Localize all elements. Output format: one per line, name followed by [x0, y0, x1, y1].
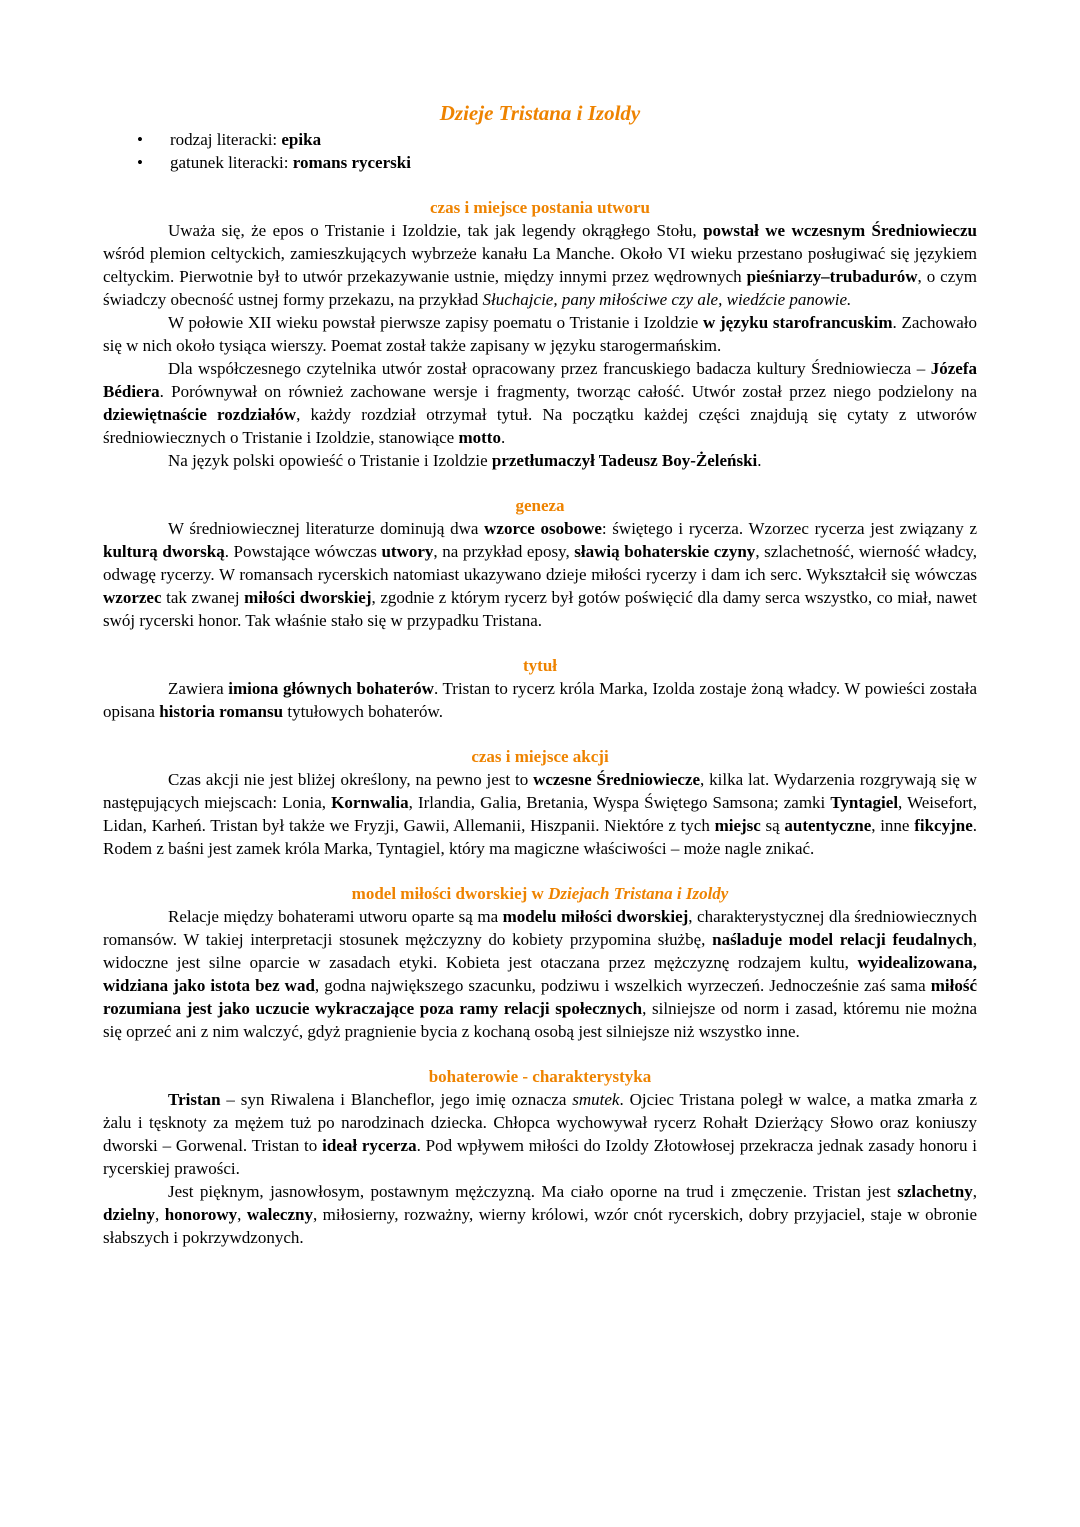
bold-text: naśladuje model relacji feudalnych [712, 930, 973, 949]
text-run: , charakterystycznej dla średniowiecznych romansów. W takiej interpretacji stosunek mężczyzny do kobiety przypomina służbę, [103, 907, 982, 949]
text-run: . [757, 451, 762, 470]
section [103, 654, 982, 723]
bullet-list [103, 128, 977, 174]
text-run: , [154, 1205, 165, 1224]
section-heading [103, 1065, 977, 1088]
text-run: , inne [871, 816, 915, 835]
section-heading [103, 882, 977, 905]
bold-text: fikcyjne [914, 816, 973, 835]
bold-text: autentyczne [784, 816, 872, 835]
bold-text: przetłumaczył Tadeusz Boy-Żeleński [491, 451, 758, 470]
section-heading [103, 745, 977, 768]
bold-text: miłość rozumiana jest jako uczucie wykraczające poza ramy relacji społecznych [103, 976, 982, 1018]
paragraph [103, 357, 982, 449]
bold-text: imiona głównych bohaterów [228, 679, 434, 698]
text-run: Zawiera [168, 679, 229, 698]
bullet-item [103, 128, 977, 151]
paragraph [103, 219, 982, 311]
bold-text: pieśniarzy–trubadurów [746, 267, 918, 286]
bold-text: epika [281, 130, 322, 149]
bold-text: kulturą dworską [103, 542, 225, 561]
bullet-text [170, 128, 321, 151]
italic-text: smutek [572, 1090, 620, 1109]
bullet-text [170, 151, 411, 174]
text-run: rodzaj literacki: [170, 130, 282, 149]
text-run: , [237, 1205, 247, 1224]
bold-text: waleczny [246, 1205, 313, 1224]
sections [103, 196, 982, 1249]
text-run: gatunek literacki: [170, 153, 293, 172]
text-run: Czas akcji nie jest bliżej określony, na pewno jest to [168, 770, 534, 789]
bullet-icon: • [137, 130, 143, 149]
text-run: : świętego i rycerza. Wzorzec rycerza jest związany z [601, 519, 982, 538]
text-run: . Rodem z baśni jest zamek króla Marka, Tyntagiel, który ma magiczne właściwości – może nagle znikać. [103, 816, 982, 858]
text-run: . Zachowało się w nich około tysiąca wierszy. Poemat został także zapisany w języku starogermańskim. [103, 313, 982, 355]
text-run: . Pod wpływem miłości do Izoldy Złotowłosej przekracza jednak zasady honoru i rycerskiej prawości. [103, 1136, 982, 1178]
paragraph [103, 517, 982, 632]
text-run: są [760, 816, 785, 835]
text-run: . [500, 428, 506, 447]
bold-text: motto [458, 428, 501, 447]
text-run: . Ojciec Tristana poległ w walce, a matka zmarła z żalu i tęsknoty za mężem tuż po narodzinach dziecka. Chłopca wychowywał rycerz Rohałt Dzierżący Słowo oraz koniuszy dworski – Gorwenal. Tristan to [103, 1090, 982, 1155]
bold-text: miejsc [714, 816, 761, 835]
text-run: , widoczne jest silne oparcie w zasadach etyki. Kobieta jest otaczana przez mężczyznę rodzajem kultu, [103, 930, 982, 972]
bullet-icon: • [137, 153, 143, 172]
paragraph [103, 449, 977, 472]
bold-text: utwory [381, 542, 434, 561]
text-run: bohaterowie - charakterystyka [428, 1067, 652, 1086]
bullet-item [103, 151, 977, 174]
section-heading [103, 494, 977, 517]
bold-text: dzielny [103, 1205, 155, 1224]
section-heading [103, 196, 977, 219]
paragraph [103, 1180, 982, 1249]
text-run: Dla współczesnego czytelnika utwór został opracowany przez francuskiego badacza kultury Średniowiecza – [168, 359, 931, 378]
text-run: , o czym świadczy obecność ustnej formy przekazu, na przykład [103, 267, 982, 309]
text-run: , Irlandia, Galia, Bretania, Wyspa Świętego Samsona; zamki [408, 793, 831, 812]
text-run: tytułowych bohaterów. [283, 702, 443, 721]
paragraph [103, 1088, 982, 1180]
text-run: wśród plemion celtyckich, zamieszkujących wybrzeże kanału La Manche. Około VI wieku przestano posługiwać się językiem celtyckim. Pierwotnie był to utwór przekazywanie ustnie, między innymi przez wędrownych [103, 221, 982, 286]
bold-text: modelu miłości dworskiej [502, 907, 689, 926]
paragraph [103, 905, 982, 1043]
section [103, 882, 982, 1043]
text-run: , kilka lat. Wydarzenia rozgrywają się w następujących miejscach: Lonia, [103, 770, 982, 812]
bold-text: ideał rycerza [322, 1136, 417, 1155]
text-run: czas i miejsce akcji [471, 747, 609, 766]
bold-text: szlachetny [897, 1182, 973, 1201]
paragraph [103, 677, 982, 723]
bold-text: Tristan [168, 1090, 221, 1109]
bold-text: w języku starofrancuskim [703, 313, 893, 332]
bold-text: romans rycerski [292, 153, 411, 172]
text-run: , Weisefort, Lidan, Karheń. Tristan był także we Fryzji, Gawii, Allemanii, Hiszpanii. Niektóre z tych [103, 793, 982, 835]
text-run: , zgodnie z którym rycerz był gotów poświęcić dla damy serca wszystko, co miał, nawet swój rycerski honor. Tak właśnie stało się w przypadku Tristana. [103, 588, 982, 630]
text-run: , [972, 1182, 982, 1201]
text-run: , miłosierny, rozważny, wierny królowi, wzór cnót rycerskich, dobry przyjaciel, staje w obronie słabszych i pokrzywdzonych. [103, 1205, 982, 1247]
italic-text: Dziejach Tristana i Izoldy [548, 884, 729, 903]
text-run: – syn Riwalena i Blancheflor, jego imię oznacza [220, 1090, 573, 1109]
bold-text: wczesne Średniowiecze [533, 770, 701, 789]
text-run: , szlachetność, wierność władcy, odwagę rycerzy. W romansach rycerskich natomiast ukazywano dzieje miłości rycerzy i dam ich serc. Wykształcił się wówczas [103, 542, 982, 584]
bold-text: historia romansu [159, 702, 284, 721]
text-run: Jest pięknym, jasnowłosym, postawnym mężczyzną. Ma ciało oporne na trud i zmęczenie. Tristan jest [168, 1182, 898, 1201]
bold-text: powstał we wczesnym Średniowieczu [703, 221, 977, 240]
bold-text: Kornwalia [331, 793, 409, 812]
text-run: W średniowiecznej literaturze dominują dwa [168, 519, 485, 538]
text-run: czas i miejsce postania utworu [429, 198, 651, 217]
bold-text: Tyntagiel [830, 793, 899, 812]
bold-text: wzorce osobowe [484, 519, 602, 538]
text-run: . Tristan to rycerz króla Marka, Izolda zostaje żoną władcy. W powieści została opisana [103, 679, 982, 721]
section [103, 1065, 982, 1249]
italic-text: Słuchajcie, pany miłościwe czy ale, wiedźcie panowie. [482, 290, 852, 309]
bold-text: honorowy [164, 1205, 238, 1224]
bold-text: wzorzec [103, 588, 162, 607]
text-run: tytuł [523, 656, 557, 675]
text-run: , na przykład eposy, [433, 542, 575, 561]
section [103, 494, 982, 632]
text-run: Na język polski opowieść o Tristanie i Izoldzie [168, 451, 492, 470]
text-run: model miłości dworskiej w [351, 884, 549, 903]
bold-text: sławią bohaterskie czyny [574, 542, 756, 561]
bold-text: wyidealizowana, widziana jako istota bez wad [103, 953, 982, 995]
text-run: W połowie XII wieku powstał pierwsze zapisy poematu o Tristanie i Izoldzie [168, 313, 703, 332]
document-title: Dzieje Tristana i Izoldy [439, 101, 641, 125]
text-run: , silniejsze od norm i zasad, któremu nie można się oprzeć ani z nim walczyć, gdyż pragnienie bycia z kochaną osobą jest silniejsze niż wszystko inne. [103, 999, 982, 1041]
text-run: , godna największego szacunku, podziwu i wszelkich wyrzeczeń. Jednocześnie zaś sama [314, 976, 931, 995]
text-run: Relacje między bohaterami utworu oparte są ma [168, 907, 503, 926]
paragraph [103, 768, 982, 860]
bold-text: Józefa Bédiera [103, 359, 982, 401]
text-run: . Porównywał on również zachowane wersje i fragmenty, tworząc całość. Utwór został przez niego podzielony na [159, 382, 982, 401]
section [103, 745, 982, 860]
text-run: , każdy rozdział otrzymał tytuł. Na początku każdej części znajdują się cytaty z utworów średniowiecznych o Tristanie i Izoldzie, stanowiące [103, 405, 982, 447]
text-run: tak zwanej [161, 588, 245, 607]
bold-text: dziewiętnaście rozdziałów [103, 405, 297, 424]
paragraph [103, 311, 982, 357]
text-run: Uważa się, że epos o Tristanie i Izoldzie, tak jak legendy okrągłego Stołu, [168, 221, 704, 240]
text-run: geneza [515, 496, 565, 515]
bold-text: miłości dworskiej [244, 588, 372, 607]
section [103, 196, 982, 472]
text-run: . Powstające wówczas [224, 542, 382, 561]
section-heading [103, 654, 977, 677]
